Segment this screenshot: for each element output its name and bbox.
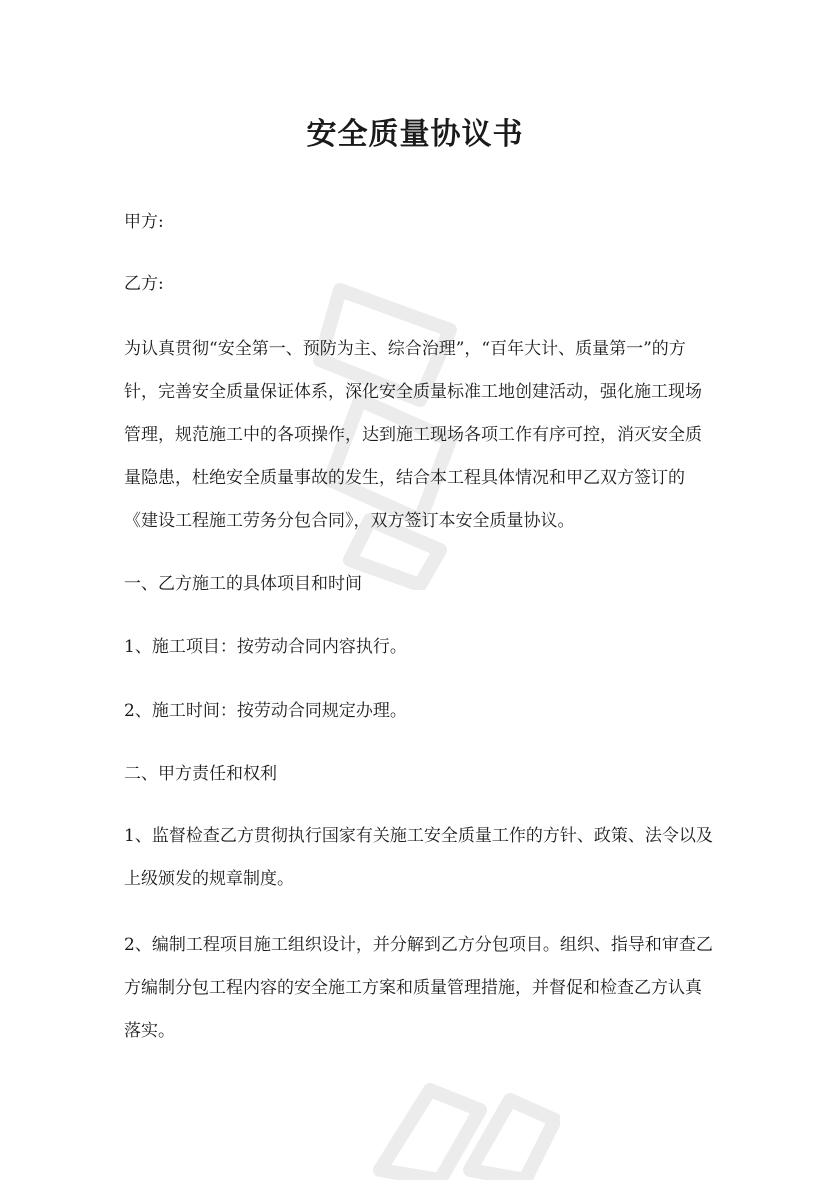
document-title: 安全质量协议书 <box>306 117 524 152</box>
section-1-item-2: 2、施工时间：按劳动合同规定办理。 <box>124 701 407 721</box>
intro-paragraph: 为认真贯彻“安全第一、预防为主、综合治理”，“百年大计、质量第一”的方针，完善安全质量保证体系，深化安全质量标准工地创建活动，强化施工现场管理，规范施工中的各项操作，达到施工现场各项工作有序可控，消灭安全质量隐患，杜绝安全质量事故的发生，结合本工程具体情况和甲乙双方签订的《建设工程施工劳务分包合同》，双方签订本安全质量协议。 <box>124 339 702 531</box>
section-1-heading: 一、乙方施工的具体项目和时间 <box>124 574 362 594</box>
watermark-graphic-bottom <box>360 1070 560 1180</box>
section-2-item-2: 2、编制工程项目施工组织设计，并分解到乙方分包项目。组织、指导和审查乙方编制分包工程内容的安全施工方案和质量管理措施，并督促和检查乙方认真落实。 <box>124 935 713 1041</box>
section-2-item-1: 1、监督检查乙方贯彻执行国家有关施工安全质量工作的方针、政策、法令以及上级颁发的规章制度。 <box>124 826 713 889</box>
section-1-item-1: 1、施工项目：按劳动合同内容执行。 <box>124 637 407 657</box>
party-a-label: 甲方: <box>124 212 164 232</box>
section-2-heading: 二、甲方责任和权利 <box>124 764 277 784</box>
party-b-label: 乙方: <box>124 274 164 294</box>
